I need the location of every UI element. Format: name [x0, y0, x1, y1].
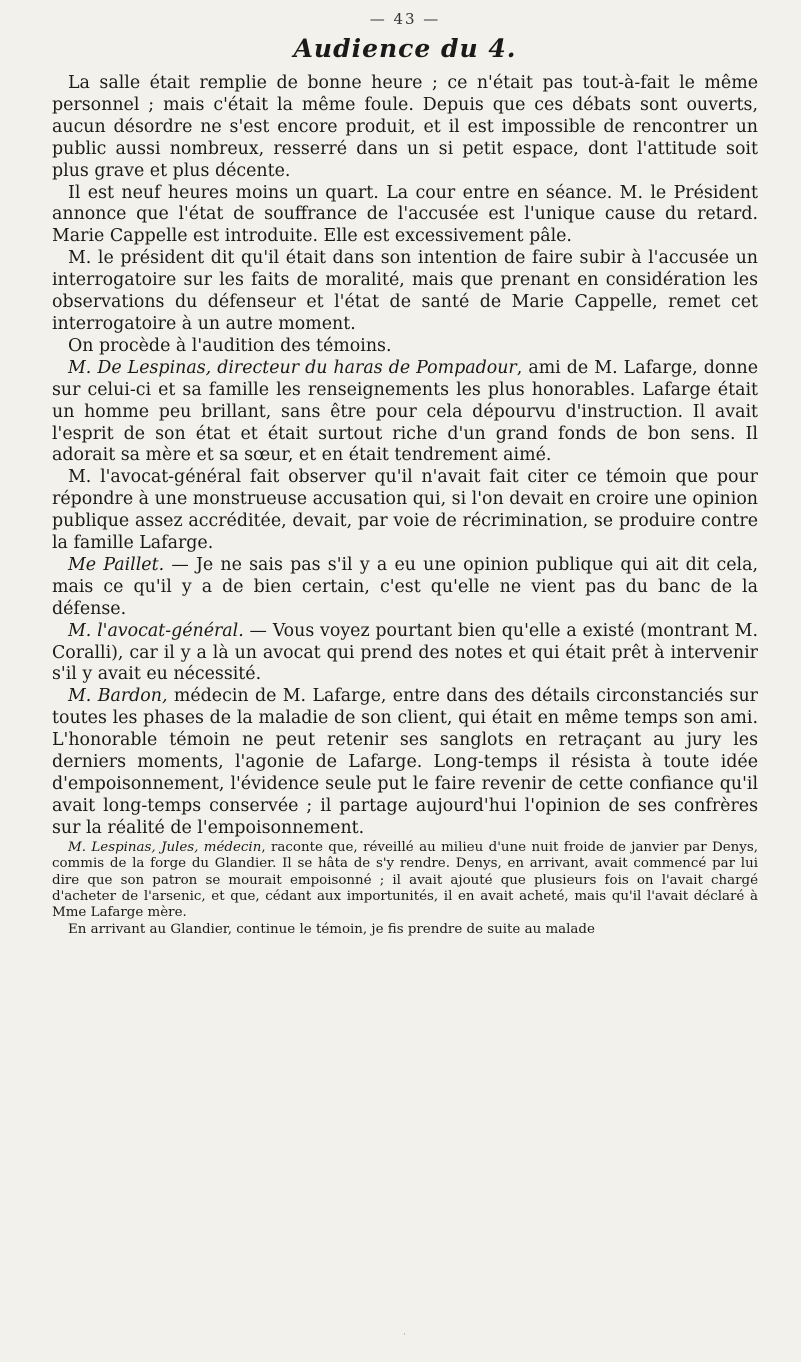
- paragraph: M. le président dit qu'il était dans son intention de faire subir à l'accusée un interrogatoire sur les faits de moralité, mais que prenant en considération les observations du défenseur et l'état de santé de Marie Cappelle, remet cet interrogatoire à un autre moment.: [52, 248, 758, 334]
- speaker-name: M. De Lespinas, directeur du haras de Pompadour: [68, 357, 517, 378]
- paragraph: M. l'avocat-général fait observer qu'il n'avait fait citer ce témoin que pour répondre à une monstrueuse accusation qui, si l'on devait en croire une opinion publique assez accréditée, devait, par voie de récrimination, se produire contre la famille Lafarge.: [52, 467, 758, 554]
- speaker-name: M. Bardon,: [68, 686, 168, 707]
- document-page: [52, 10, 758, 938]
- paragraph: On procède à l'audition des témoins.: [68, 335, 392, 356]
- paragraph: Me Paillet. — Je ne sais pas s'il y a eu une opinion publique qui ait dit cela, mais ce qu'il y a de bien certain, c'est qu'elle ne vient pas du banc de la défense.: [52, 554, 758, 619]
- speaker-name: M. Lespinas, Jules, médecin: [68, 839, 262, 855]
- small-paragraph: En arrivant au Glandier, continue le témoin, je fis prendre de suite au malade: [68, 921, 595, 937]
- speaker-name: Me Paillet.: [68, 554, 165, 575]
- paragraph: La salle était remplie de bonne heure ; ce n'était pas tout-à-fait le même personnel ; mais c'était la même foule. Depuis que ces débats sont ouverts, aucun désordre ne s'est encore produit, et il est impossible de rencontrer un public aussi nombreux, resserré dans un si petit espace, dont l'attitude soit plus grave et plus décente.: [52, 73, 758, 181]
- paragraph: M. Bardon, médecin de M. Lafarge, entre dans des détails circonstanciés sur toutes les phases de la maladie de son client, qui était en même temps son ami. L'honorable témoin ne peut retenir ses sanglots en retraçant au jury les derniers moments, l'agonie de Lafarge. Long-temps il résista à toute idée d'empoisonnement, l'évidence seule put le faire revenir de cette confiance qu'il avait long-temps conservée ; il partage aujourd'hui l'opinion de ses confrères sur la réalité de l'empoisonnement.: [52, 686, 758, 838]
- ink-mark: ·: [403, 1330, 406, 1340]
- paragraph: M. l'avocat-général. — Vous voyez pourtant bien qu'elle a existé (montrant M. Coralli), car il y a là un avocat qui prend des notes et qui était prêt à intervenir s'il y avait eu nécessité.: [52, 620, 759, 685]
- page-title: Audience du 4.: [293, 34, 517, 63]
- page-number: — 43 —: [369, 10, 441, 28]
- speaker-name: M. l'avocat-général.: [68, 620, 244, 641]
- paragraph: Il est neuf heures moins un quart. La cour entre en séance. M. le Président annonce que l'état de souffrance de l'accusée est l'unique cause du retard. Marie Cappelle est introduite. Elle est excessivement pâle.: [52, 182, 758, 247]
- small-paragraph: M. Lespinas, Jules, médecin, raconte que, réveillé au milieu d'une nuit froide de janvier par Denys, commis de la forge du Glandier. Il se hâta de s'y rendre. Denys, en arrivant, avait commencé par lui dire que son patron se mourait empoisonné ; il avait ajouté que plusieurs fois on l'avait chargé d'acheter de l'arsenic, et que, cédant aux importunités, il en avait acheté, mais qu'il l'avait déclaré à Mme Lafarge mère.: [52, 839, 758, 921]
- paragraph: M. De Lespinas, directeur du haras de Pompadour, ami de M. Lafarge, donne sur celui-ci et sa famille les renseignements les plus honorables. Lafarge était un homme peu brillant, sans être pour cela dépourvu d'instruction. Il avait l'esprit de son état et était surtout riche d'un grand fonds de bon sens. Il adorait sa mère et sa sœur, et en était tendrement aimé.: [52, 357, 758, 466]
